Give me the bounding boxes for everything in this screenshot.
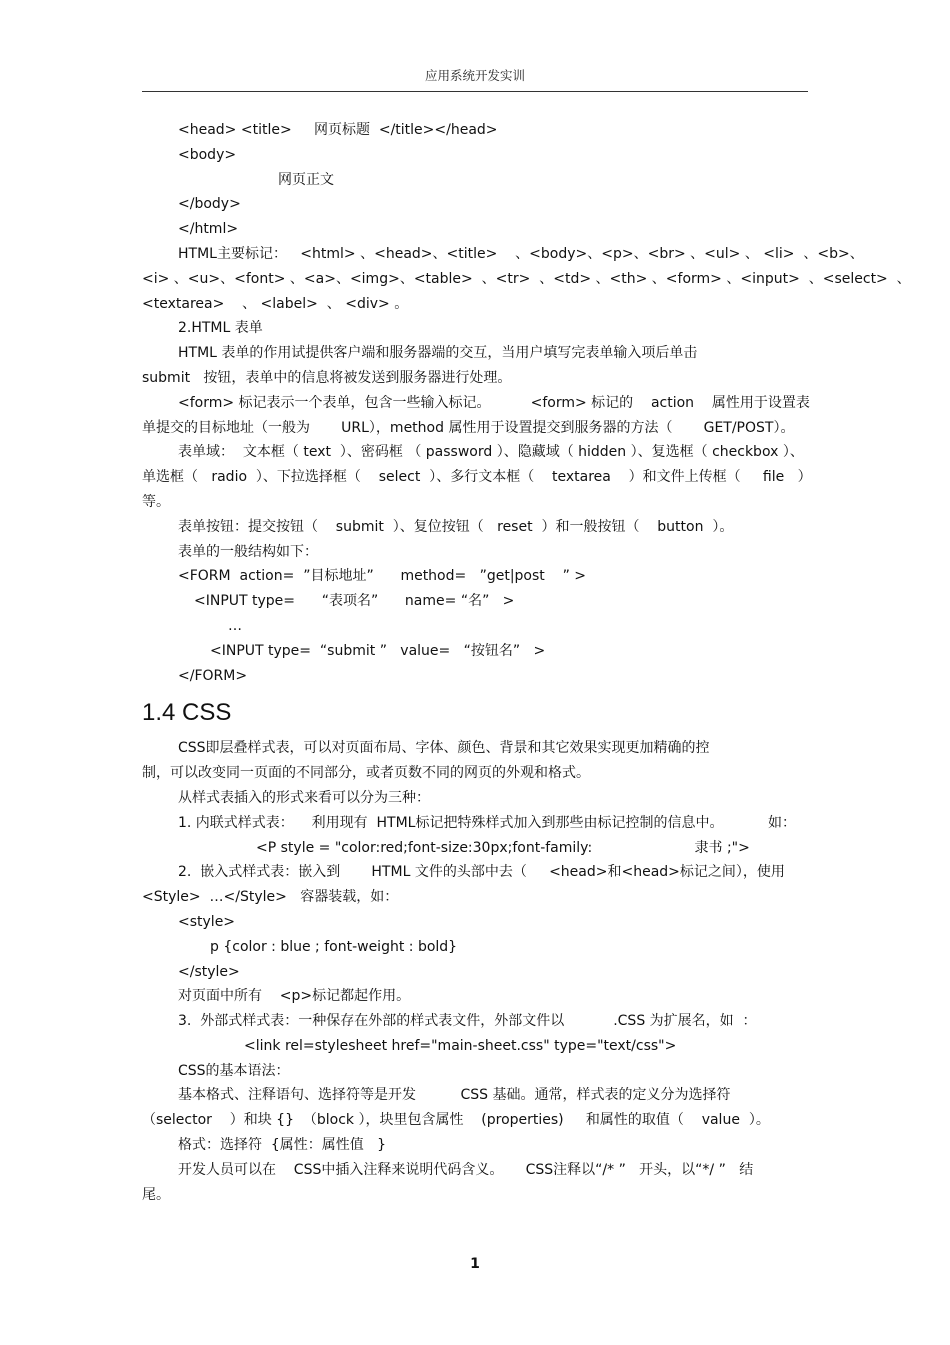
text-line: CSS即层叠样式表，可以对页面布局、字体、颜色、背景和其它效果实现更加精确的控	[178, 740, 710, 757]
text-line: <style>	[178, 913, 236, 930]
html-form-section	[142, 118, 911, 688]
text-line: <i> 、<u>、<font> 、<a>、<img>、<table> 、<tr> 、<td> 、<th> 、<form> 、<input> 、<select> 、	[142, 270, 911, 287]
text-line: 尾。	[142, 1186, 170, 1203]
text-line: 制，可以改变同一页面的不同部分，或者页数不同的网页的外观和格式。	[142, 765, 590, 782]
text-line: 3. 外部式样式表：一种保存在外部的样式表文件，外部文件以 .CSS 为扩展名，如 ：	[178, 1013, 757, 1030]
text-line: <head> <title> 网页标题 </title></head>	[178, 122, 498, 138]
text-line: HTML主要标记： <html> 、<head>、<title> 、<body>、<p>、<br> 、<ul> 、 <li> 、<b>、	[178, 245, 864, 262]
text-line: 1. 内联式样式表： 利用现有 HTML标记把特殊样式加入到那些由标记控制的信息中。 如：	[178, 814, 796, 831]
text-line: （selector ）和块 {} （block ），块里包含属性 (properties) 和属性的取值（ value ）。	[142, 1112, 770, 1129]
text-line: CSS的基本语法：	[178, 1062, 290, 1079]
text-line: </body>	[178, 196, 241, 213]
text-line: 对页面中所有 <p>标记都起作用。	[178, 988, 411, 1005]
text-line: 单选框（ radio ）、下拉选择框（ select ）、多行文本框（ textarea ）和文件上传框（ file ）	[142, 469, 812, 486]
text-line: <P style = "color:red;font-size:30px;font-family: 隶书 ;">	[256, 839, 750, 856]
text-line: 表单按钮：提交按钮（ submit ）、复位按钮（ reset ）和一般按钮（ button ）。	[178, 518, 734, 535]
text-line: submit 按钮，表单中的信息将被发送到服务器进行处理。	[142, 369, 512, 386]
text-line: </html>	[178, 221, 239, 238]
text-line: <body>	[178, 146, 237, 163]
text-line: <FORM action= ”目标地址” method= ”get|post ” >	[178, 568, 587, 585]
text-line: 基本格式、注释语句、选择符等是开发 CSS 基础。通常，样式表的定义分为选择符	[178, 1087, 731, 1104]
text-line: <INPUT type= “submit ” value= “按钮名” >	[210, 642, 546, 659]
text-line: <link rel=stylesheet href="main-sheet.css" type="text/css">	[244, 1037, 677, 1054]
text-line: 从样式表插入的形式来看可以分为三种：	[178, 789, 430, 806]
text-line: 格式：选择符 {属性：属性值 }	[178, 1137, 387, 1154]
text-line: 表单的一般结构如下：	[178, 543, 318, 560]
text-line: HTML 表单的作用试提供客户端和服务器端的交互，当用户填写完表单输入项后单击	[178, 345, 698, 362]
text-line: <form> 标记表示一个表单，包含一些输入标记。 <form> 标记的 action 属性用于设置表	[178, 394, 810, 411]
text-line: 开发人员可以在 CSS中插入注释来说明代码含义。 CSS注释以“/* ” 开头，以“*/ ” 结	[178, 1161, 754, 1178]
text-line: 表单域： 文本框（ text ）、密码框 （ password ）、隐藏域（ hidden ）、复选框（ checkbox ）、	[178, 444, 804, 461]
header-rule	[142, 91, 808, 92]
text-line: 网页正文	[278, 171, 334, 188]
text-line: 2.HTML 表单	[178, 320, 263, 337]
text-line: <INPUT type= “表项名” name= “名” >	[194, 593, 515, 610]
page-number: 1	[470, 1256, 480, 1272]
section-heading: 1.4 CSS	[142, 699, 232, 727]
css-section	[142, 736, 808, 1207]
text-line: …	[228, 617, 242, 634]
text-line: 2. 嵌入式样式表：嵌入到 HTML 文件的头部中去（ <head>和<head>标记之间），使用	[178, 864, 785, 881]
text-line: 单提交的目标地址（一般为 URL），method 属性用于设置提交到服务器的方法（ GET/POST）。	[142, 419, 795, 436]
text-line: <textarea> 、 <label> 、 <div> 。	[142, 295, 409, 312]
text-line: p {color : blue ; font-weight : bold}	[210, 938, 458, 955]
text-line: 等。	[142, 493, 170, 510]
page-body	[142, 118, 911, 1207]
running-header: 应用系统开发实训	[424, 68, 525, 83]
text-line: </FORM>	[178, 667, 248, 684]
text-line: </style>	[178, 963, 240, 980]
text-line: <Style> …</Style> 容器装载，如：	[142, 889, 399, 906]
